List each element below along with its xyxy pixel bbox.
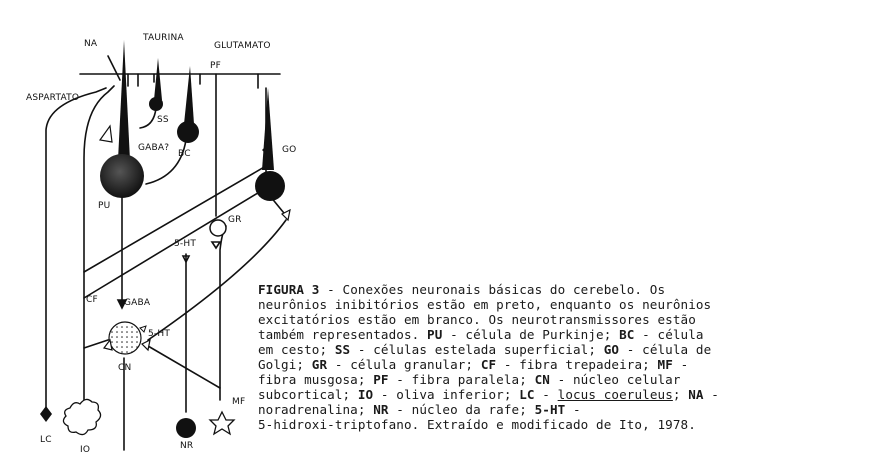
label-5ht: 5-HT xyxy=(148,329,171,339)
caption-line-5: em cesto; SS - células estelada superficial; GO - célula de xyxy=(258,342,712,357)
label-pf: PF xyxy=(210,61,222,71)
caption-line-2: neurônios inibitórios estão em preto, enquanto os neurônios xyxy=(258,297,712,312)
label-gaba-q: GABA? xyxy=(138,143,170,153)
mossy-fiber xyxy=(220,226,226,400)
label-bc: BC xyxy=(178,149,191,159)
caption-line-7: fibra musgosa; PF - fibra paralela; CN - núcleo celular xyxy=(258,372,681,387)
label-io: IO xyxy=(80,445,91,455)
golgi-cell-body xyxy=(255,171,285,201)
stellate-cell-dendrite xyxy=(154,58,162,100)
granule-cell-body xyxy=(210,220,226,236)
label-mf: MF xyxy=(232,397,246,407)
caption-line-3: excitatórios estão em branco. Os neurotransmissores estão xyxy=(258,312,696,327)
label-pu: PU xyxy=(98,201,111,211)
caption-line-8: subcortical; IO - oliva inferior; LC - locus coeruleus; NA - xyxy=(258,387,719,402)
pf-synapse-ticks xyxy=(128,74,258,88)
granule-axon-terminal xyxy=(212,242,220,248)
purkinje-cell-dendrite xyxy=(118,40,130,160)
caption-line-9: noradrenalina; NR - núcleo da rafe; 5-HT - xyxy=(258,402,581,417)
label-na: NA xyxy=(84,39,98,49)
label-taurina: TAURINA xyxy=(143,33,184,43)
golgi-cell-dendrite xyxy=(262,88,274,170)
mossy-fiber-cn-branch xyxy=(148,346,220,388)
inferior-olive xyxy=(63,399,100,434)
cn-5ht-synapse xyxy=(140,326,146,332)
na-fiber xyxy=(108,56,120,80)
lc-fiber xyxy=(46,88,106,414)
label-ss: SS xyxy=(157,115,169,125)
stellate-cell-axon xyxy=(140,108,156,128)
label-gr: GR xyxy=(228,215,242,225)
caption-line-10: 5-hidroxi-triptofano. Extraído e modificado de Ito, 1978. xyxy=(258,417,696,432)
purkinje-cell-body xyxy=(100,154,144,198)
mf-terminal xyxy=(210,412,234,434)
caption-line-4: também representados. PU - célula de Purkinje; BC - célula xyxy=(258,327,704,342)
label-glutamato: GLUTAMATO xyxy=(214,41,271,51)
cn-synapse-right xyxy=(142,340,150,350)
label-gaba: GABA xyxy=(124,298,151,308)
label-go: GO xyxy=(282,145,297,155)
caption-line-6: Golgi; GR - célula granular; CF - fibra trepadeira; MF - xyxy=(258,357,689,372)
lc-terminal xyxy=(40,406,52,422)
figure-caption xyxy=(258,282,870,432)
label-nr: NR xyxy=(180,441,194,451)
label-aspartato: ASPARTATO xyxy=(26,93,80,103)
basket-cell-body xyxy=(177,121,199,143)
label-cn: CN xyxy=(118,363,132,373)
caption-line-1: - Conexões neuronais básicas do cerebelo. Os xyxy=(319,282,666,297)
label-cf: CF xyxy=(86,295,98,305)
label-5ht-top: 5-HT xyxy=(174,239,197,249)
caption-figure-label: FIGURA 3 xyxy=(258,282,320,297)
label-lc: LC xyxy=(40,435,52,445)
aspartato-synapse xyxy=(100,126,112,142)
nr-nucleus xyxy=(176,418,196,438)
cn-nucleus xyxy=(109,322,141,354)
stellate-cell-body xyxy=(149,97,163,111)
